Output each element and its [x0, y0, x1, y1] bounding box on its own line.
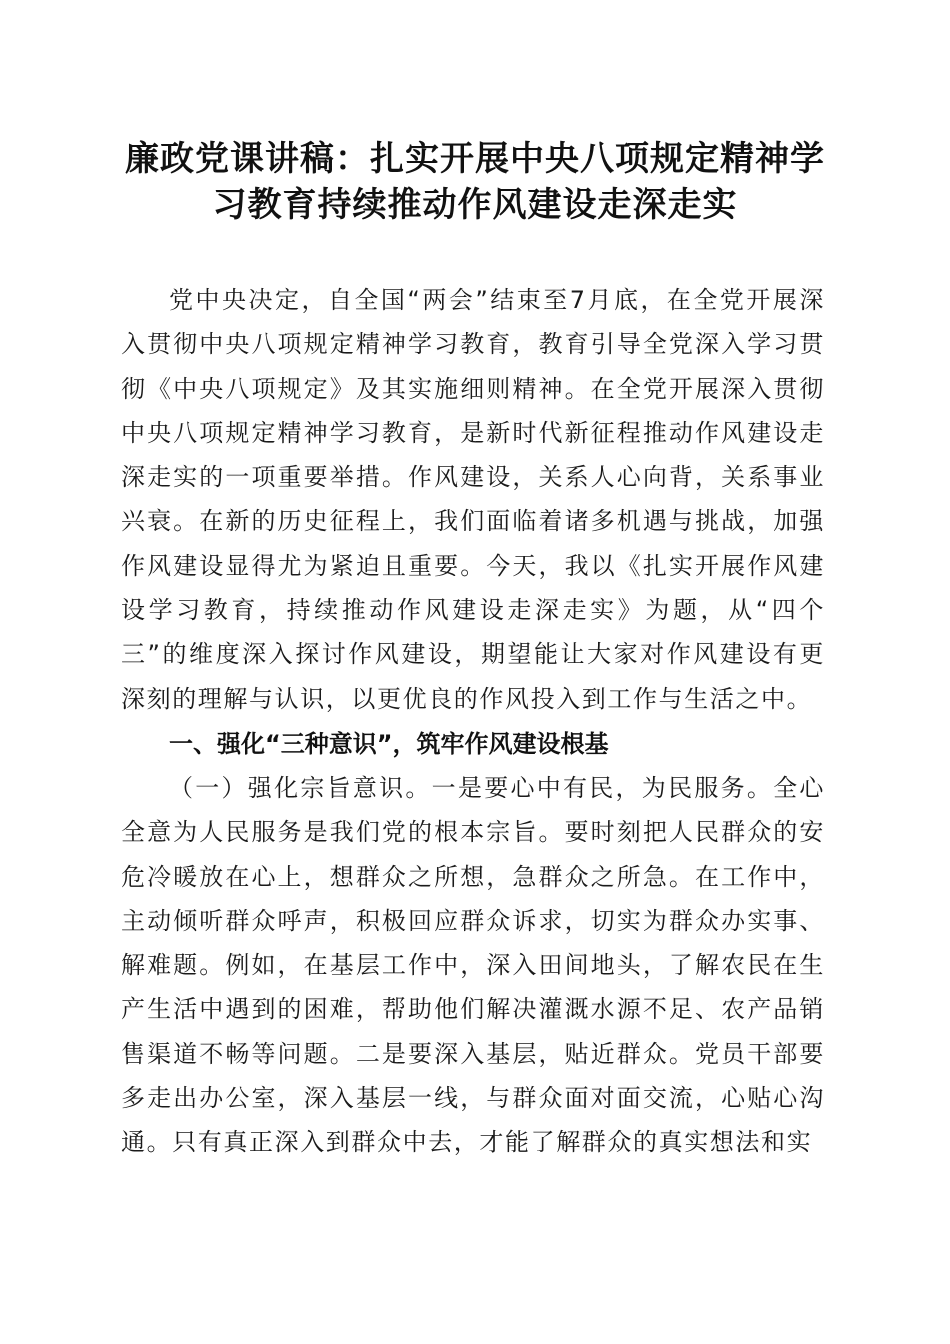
title-line-1: 廉政党课讲稿：扎实开展中央八项规定精神学: [125, 139, 825, 179]
section-heading-1: 一、强化“三种意识”，筑牢作风建设根基: [169, 730, 609, 758]
document-title: [100, 136, 850, 228]
section-1-paragraph-1: （一）强化宗旨意识。一是要心中有民，为民服务。全心全意为人民服务是我们党的根本宗旨。要时刻把人民群众的安危冷暖放在心上，想群众之所想，急群众之所急。在工作中，主动倾听群众呼声，积极回应群众诉求，切实为群众办实事、解难题。例如，在基层工作中，深入田间地头，了解农民在生产生活中遇到的困难，帮助他们解决灌溉水源不足、农产品销售渠道不畅等问题。二是要深入基层，贴近群众。党员干部要多走出办公室，深入基层一线，与群众面对面交流，心贴心沟通。只有真正深入到群众中去，才能了解群众的真实想法和实: [121, 774, 825, 1157]
intro-paragraph: 党中央决定，自全国“两会”结束至7月底，在全党开展深入贯彻中央八项规定精神学习教育，教育引导全党深入学习贯彻《中央八项规定》及其实施细则精神。在全党开展深入贯彻中央八项规定精神学习教育，是新时代新征程推动作风建设走深走实的一项重要举措。作风建设，关系人心向背，关系事业兴衰。在新的历史征程上，我们面临着诸多机遇与挑战，加强作风建设显得尤为紧迫且重要。今天，我以《扎实开展作风建设学习教育，持续推动作风建设走深走实》为题，从“四个三”的维度深入探讨作风建设，期望能让大家对作风建设有更深刻的理解与认识，以更优良的作风投入到工作与生活之中。: [121, 286, 825, 713]
title-line-2: 习教育持续推动作风建设走深走实: [212, 185, 738, 225]
